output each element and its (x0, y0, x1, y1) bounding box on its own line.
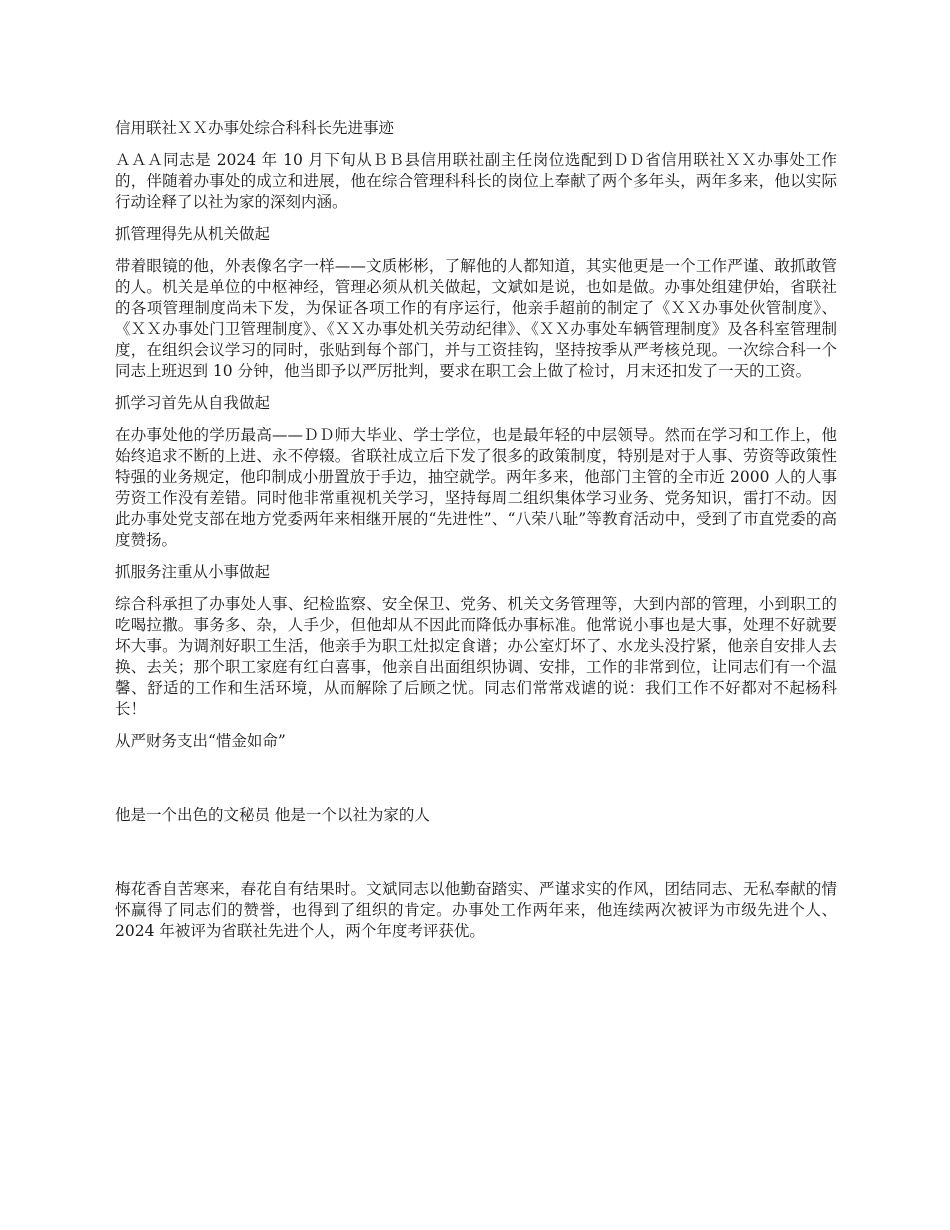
section-body-service: 综合科承担了办事处人事、纪检监察、安全保卫、党务、机关文务管理等，大到内部的管理，小到职工的吃喝拉撒。事务多、杂，人手少，但他却从不因此而降低办事标准。他常说小事也是大事，处理不好就要坏大事。为调剂好职工生活，他亲手为职工灶拟定食谱；办公室灯坏了、水龙头没拧紧，他亲自安排人去换、去关；那个职工家庭有红白喜事，他亲自出面组织协调、安排，工作的非常到位，让同志们有一个温馨、舒适的工作和生活环境，从而解除了后顾之忧。同志们常常戏谑的说：我们工作不好都对不起杨科长！ (115, 595, 837, 718)
section-heading-finance: 从严财务支出“惜金如命” (115, 732, 286, 750)
section-body-study: 在办事处他的学历最高——ＤＤ师大毕业、学士学位，也是最年轻的中层领导。然而在学习和工作上，他始终追求不断的上进、永不停辍。省联社成立后下发了很多的政策制度，特别是对于人事、劳资等政策性特强的业务规定，他印制成小册置放于手边，抽空就学。两年多来，他部门主管的全市近 2000 人的人事劳资工作没有差错。同时他非常重视机关学习，坚持每周二组织集体学习业务、党务知识，雷打不动。因此办事处党支部在地方党委两年来相继开展的“先进性”、“八荣八耻”等教育活动中，受到了市直党委的高度赞扬。 (115, 426, 837, 549)
closing-paragraph: 梅花香自苦寒来，春花自有结果时。文斌同志以他勤奋踏实、严谨求实的作风，团结同志、无私奉献的情怀赢得了同志们的赞誉，也得到了组织的肯定。办事处工作两年来，他连续两次被评为市级先进个人、2024 年被评为省联社先进个人，两个年度考评获优。 (115, 880, 837, 940)
section-heading-management: 抓管理得先从机关做起 (115, 225, 271, 243)
section-body-management: 带着眼镜的他，外表像名字一样——文质彬彬，了解他的人都知道，其实他更是一个工作严谨、敢抓敢管的人。机关是单位的中枢神经，管理必须从机关做起，文斌如是说，也如是做。办事处组建伊始，省联社的各项管理制度尚未下发，为保证各项工作的有序运行，他亲手超前的制定了《ＸＸ办事处伙管制度》、《ＸＸ办事处门卫管理制度》、《ＸＸ办事处机关劳动纪律》、《ＸＸ办事处车辆管理制度》及各科室管理制度，在组织会议学习的同时，张贴到每个部门，并与工资挂钩，坚持按季从严考核兑现。一次综合科一个同志上班迟到 10 分钟，他当即予以严厉批判，要求在职工会上做了检讨，月末还扣发了一天的工资。 (115, 257, 837, 380)
blank-gap (115, 837, 837, 879)
blank-gap (115, 763, 837, 805)
section-heading-service: 抓服务注重从小事做起 (115, 563, 271, 581)
section-heading-secretary: 他是一个出色的文秘员 他是一个以社为家的人 (115, 806, 430, 824)
document-page (115, 118, 837, 953)
intro-paragraph: ＡＡＡ同志是 2024 年 10 月下旬从ＢＢ县信用联社副主任岗位选配到ＤＤ省信用联社ＸＸ办事处工作的，伴随着办事处的成立和进展，他在综合管理科科长的岗位上奉献了两个多年头，两年多来，他以实际行动诠释了以社为家的深刻内涵。 (115, 151, 837, 211)
section-heading-study: 抓学习首先从自我做起 (115, 394, 271, 412)
document-title: 信用联社ＸＸ办事处综合科科长先进事迹 (115, 119, 395, 137)
